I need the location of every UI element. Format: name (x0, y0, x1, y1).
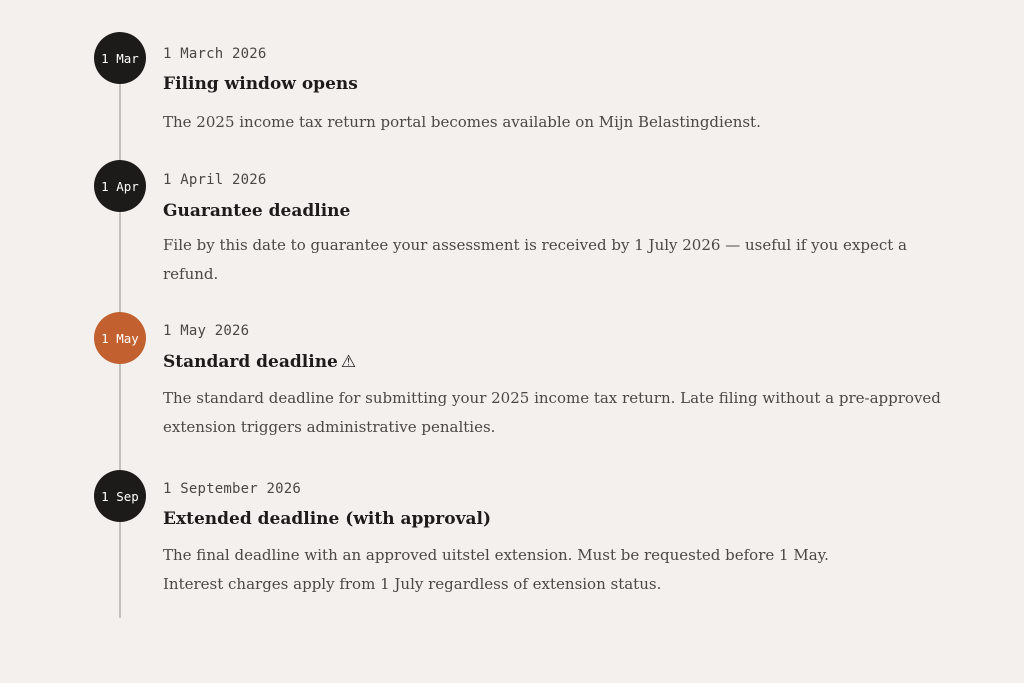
item-title: Guarantee deadline (163, 201, 351, 221)
item-date: 1 May 2026 (163, 323, 250, 339)
item-date: 1 September 2026 (163, 481, 302, 497)
item-description-line-2: Interest charges apply from 1 July regardless of extension status. (163, 575, 662, 593)
item-date: 1 April 2026 (163, 172, 267, 188)
item-title: Filing window opens (163, 74, 358, 94)
item-title-row (163, 352, 356, 372)
item-description-line-1: The final deadline with an approved uitstel extension. Must be requested before 1 May. (163, 546, 829, 564)
item-title: Extended deadline (with approval) (163, 509, 491, 529)
item-description: The standard deadline for submitting your 2025 income tax return. Late filing without a pre-approved extension triggers administrative penalties. (163, 389, 941, 436)
item-title: Standard deadline (163, 352, 338, 372)
item-description: File by this date to guarantee your assessment is received by 1 July 2026 — useful if you expect a refund. (163, 236, 907, 283)
date-badge: 1 Apr (94, 160, 146, 212)
date-badge: 1 Sep (94, 470, 146, 522)
item-description: The 2025 income tax return portal becomes available on Mijn Belastingdienst. (163, 113, 761, 131)
item-date: 1 March 2026 (163, 46, 267, 62)
warning-icon: ⚠ (340, 352, 357, 372)
date-badge: 1 May (94, 312, 146, 364)
date-badge: 1 Mar (94, 32, 146, 84)
